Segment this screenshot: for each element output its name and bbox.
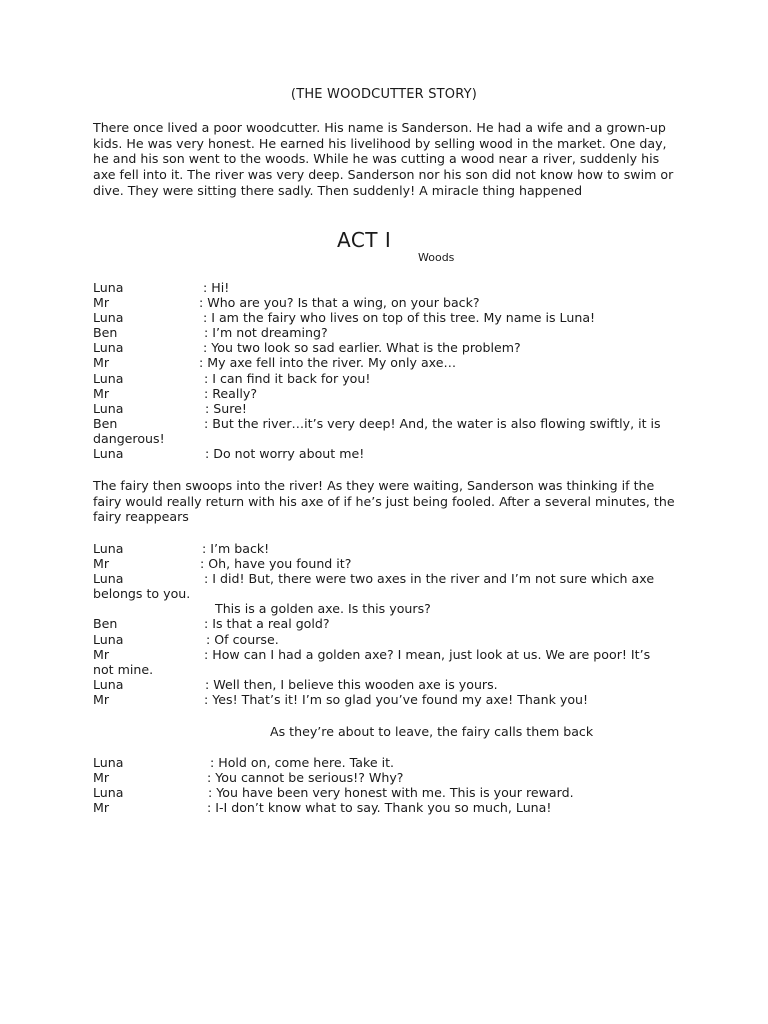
dialogue-line (93, 632, 678, 647)
speech-text: : Yes! That’s it! I’m so glad you’ve found my axe! Thank you! (204, 691, 589, 707)
speaker-name: Luna (93, 340, 124, 356)
dialogue-line (93, 755, 678, 770)
speech-text: : Really? (204, 385, 258, 401)
dialogue-block-2 (93, 541, 678, 707)
speech-text: : You cannot be serious!? Why? (207, 770, 404, 786)
dialogue-line (93, 677, 678, 692)
dialogue-block-1 (93, 280, 678, 461)
dialogue-line (93, 386, 678, 401)
speaker-name: Luna (93, 676, 124, 692)
dialogue-line (93, 310, 678, 325)
speaker-name: Mr (93, 355, 110, 371)
speaker-name: Luna (93, 400, 124, 416)
speech-text: : My axe fell into the river. My only axe… (199, 355, 457, 371)
speaker-name: Luna (93, 785, 124, 801)
speech-text: : Who are you? Is that a wing, on your back? (199, 295, 480, 311)
speech-text: : Of course. (206, 631, 279, 647)
speaker-name: Mr (93, 646, 110, 662)
speaker-name: Luna (93, 370, 124, 386)
speech-text: : I’m not dreaming? (204, 325, 328, 341)
speech-text: : Is that a real gold? (204, 616, 330, 632)
speech-text: : You have been very honest with me. This is your reward. (208, 785, 574, 801)
dialogue-line (93, 446, 678, 461)
speech-text: : I can find it back for you! (204, 370, 371, 386)
speech-text: This is a golden axe. Is this yours? (215, 601, 431, 617)
speech-text: : But the river…it’s very deep! And, the water is also flowing swiftly, it is (204, 415, 661, 431)
speech-continuation: belongs to you. (93, 586, 191, 602)
speech-text: : I’m back! (202, 541, 270, 556)
dialogue-line (93, 616, 678, 631)
dialogue-line (93, 295, 678, 310)
speaker-name: Luna (93, 310, 124, 326)
dialogue-line (93, 371, 678, 386)
speech-text: : You two look so sad earlier. What is the problem? (203, 340, 521, 356)
dialogue-line (93, 401, 678, 416)
dialogue-line (93, 340, 678, 355)
speech-continuation: not mine. (93, 661, 154, 677)
dialogue-line (93, 601, 678, 616)
narration-paragraph-2: As they’re about to leave, the fairy calls them back (270, 724, 594, 739)
speech-text: : Sure! (205, 400, 247, 416)
speech-text: : I-I don’t know what to say. Thank you so much, Luna! (207, 800, 552, 816)
speaker-name: Luna (93, 571, 124, 587)
dialogue-line (93, 571, 678, 601)
dialogue-line (93, 355, 678, 370)
speaker-name: Luna (93, 280, 124, 295)
speaker-name: Ben (93, 415, 118, 431)
dialogue-block-3 (93, 755, 678, 815)
dialogue-line (93, 647, 678, 677)
speaker-name: Luna (93, 541, 124, 556)
speech-text: : Oh, have you found it? (200, 556, 352, 572)
intro-paragraph: There once lived a poor woodcutter. His name is Sanderson. He had a wife and a grown-up kids. He was very honest. He earned his livelihood by selling wood in the market. One day, he and his son went to the woods. While he was cutting a wood near a river, suddenly his axe fell into it. The river was very deep. Sanderson nor his son did not know how to swim or dive. They were sitting there sadly. Then suddenly! A miracle thing happened (93, 120, 674, 198)
dialogue-line (93, 770, 678, 785)
speech-text: : How can I had a golden axe? I mean, just look at us. We are poor! It’s (204, 646, 651, 662)
dialogue-line (93, 692, 678, 707)
speaker-name: Ben (93, 616, 118, 632)
speaker-name: Mr (93, 295, 110, 311)
speaker-name: Luna (93, 446, 124, 462)
speaker-name: Mr (93, 691, 110, 707)
dialogue-line (93, 785, 678, 800)
speech-text: : Do not worry about me! (205, 446, 365, 462)
speech-continuation: dangerous! (93, 430, 165, 446)
dialogue-line (93, 280, 678, 295)
narration-paragraph-1: The fairy then swoops into the river! As they were waiting, Sanderson was thinking if the fairy would really return with his axe of if he’s just being fooled. After a several minutes, the fairy reappears (93, 478, 675, 525)
dialogue-line (93, 800, 678, 815)
dialogue-line (93, 541, 678, 556)
dialogue-line (93, 416, 678, 446)
act-heading: ACT I (337, 228, 392, 252)
story-title: (THE WOODCUTTER STORY) (290, 87, 478, 102)
scene-label: Woods (418, 251, 455, 264)
speech-text: : I am the fairy who lives on top of this tree. My name is Luna! (203, 310, 596, 326)
speech-text: : I did! But, there were two axes in the river and I’m not sure which axe (204, 571, 655, 587)
speaker-name: Mr (93, 385, 110, 401)
speaker-name: Luna (93, 755, 124, 770)
speaker-name: Mr (93, 800, 110, 816)
dialogue-line (93, 556, 678, 571)
speech-text: : Hold on, come here. Take it. (210, 755, 395, 770)
speaker-name: Ben (93, 325, 118, 341)
dialogue-line (93, 325, 678, 340)
speech-text: : Well then, I believe this wooden axe is yours. (205, 676, 498, 692)
speaker-name: Mr (93, 556, 110, 572)
speaker-name: Luna (93, 631, 124, 647)
speech-text: : Hi! (203, 280, 230, 295)
speaker-name: Mr (93, 770, 110, 786)
